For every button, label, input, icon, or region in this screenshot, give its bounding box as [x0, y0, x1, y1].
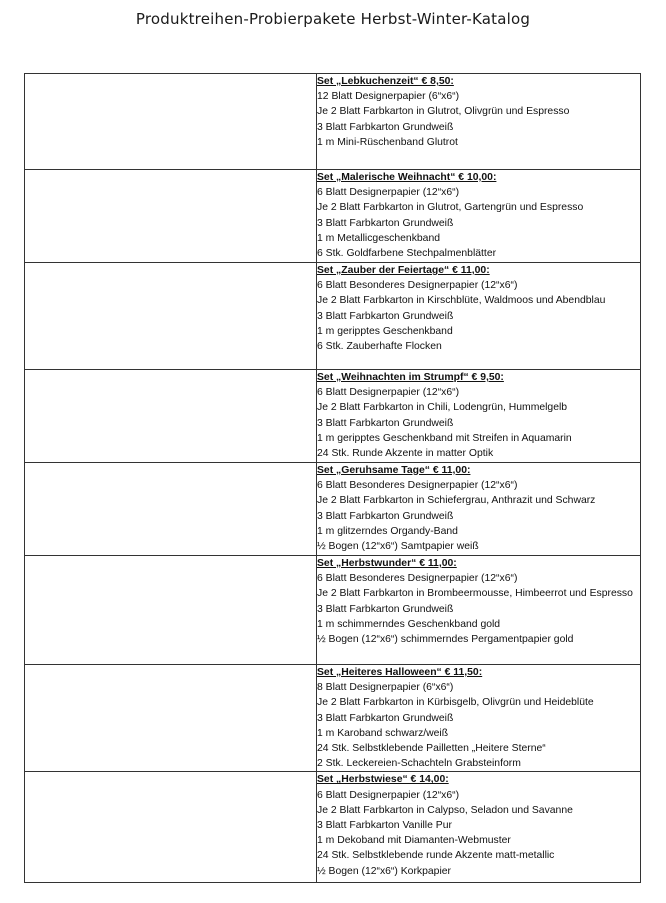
set-item: Je 2 Blatt Farbkarton in Kürbisgelb, Olivgrün und Heideblüte — [317, 697, 594, 709]
set-item: 6 Blatt Designerpapier (12“x6“) — [317, 789, 460, 801]
set-title: Set „Heiteres Halloween“ € 11,50: — [317, 667, 483, 678]
set-item: 1 m Mini-Rüschenband Glutrot — [317, 136, 458, 148]
set-item: Je 2 Blatt Farbkarton in Schiefergrau, Anthrazit und Schwarz — [317, 495, 596, 507]
set-item: 6 Blatt Besonderes Designerpapier (12“x6“) — [317, 573, 518, 585]
set-item: 3 Blatt Farbkarton Grundweiß — [317, 121, 454, 133]
set-item: Je 2 Blatt Farbkarton in Kirschblüte, Waldmoos und Abendblau — [317, 295, 606, 307]
set-item: Je 2 Blatt Farbkarton in Glutrot, Olivgrün und Espresso — [317, 106, 570, 118]
sets-table — [24, 73, 641, 883]
set-image-cell — [25, 170, 317, 263]
page-title: Produktreihen-Probierpakete Herbst-Winter-Katalog — [135, 10, 531, 28]
set-item: 1 m schimmerndes Geschenkband gold — [317, 618, 501, 630]
set-row — [25, 463, 641, 556]
set-row — [25, 263, 641, 370]
set-item: ½ Bogen (12“x6“) Samtpapier weiß — [317, 541, 479, 553]
set-image-cell — [25, 556, 317, 665]
set-item: Je 2 Blatt Farbkarton in Calypso, Seladon und Savanne — [317, 804, 573, 816]
set-row — [25, 74, 641, 170]
set-item: 2 Stk. Leckereien-Schachteln Grabsteinform — [317, 758, 521, 770]
set-description-cell — [317, 772, 641, 883]
set-item: 6 Blatt Designerpapier (12“x6“) — [317, 187, 460, 199]
set-description-cell — [317, 463, 641, 556]
set-image-cell — [25, 74, 317, 170]
set-description-cell — [317, 74, 641, 170]
set-image-cell — [25, 370, 317, 463]
set-item: Je 2 Blatt Farbkarton in Brombeermousse, Himbeerrot und Espresso — [317, 588, 633, 600]
set-title: Set „Malerische Weihnacht“ € 10,00: — [317, 172, 497, 183]
set-title: Set „Lebkuchenzeit“ € 8,50: — [317, 76, 454, 87]
set-description-cell — [317, 556, 641, 665]
set-image-cell — [25, 665, 317, 772]
set-row — [25, 665, 641, 772]
set-item: 3 Blatt Farbkarton Grundweiß — [317, 603, 454, 615]
set-item: 1 m geripptes Geschenkband — [317, 325, 453, 337]
set-item: 3 Blatt Farbkarton Grundweiß — [317, 310, 454, 322]
set-title: Set „Geruhsame Tage“ € 11,00: — [317, 465, 471, 476]
set-item: ½ Bogen (12“x6“) Korkpapier — [317, 865, 451, 877]
set-item: 24 Stk. Runde Akzente in matter Optik — [317, 448, 494, 460]
set-item: Je 2 Blatt Farbkarton in Chili, Lodengrün, Hummelgelb — [317, 402, 568, 414]
set-item: 3 Blatt Farbkarton Vanille Pur — [317, 820, 452, 832]
set-row — [25, 772, 641, 883]
set-item: ½ Bogen (12“x6“) schimmerndes Pergamentpapier gold — [317, 634, 574, 646]
set-row — [25, 370, 641, 463]
set-description-cell — [317, 370, 641, 463]
set-item: 8 Blatt Designerpapier (6“x6“) — [317, 682, 454, 694]
set-item: 3 Blatt Farbkarton Grundweiß — [317, 510, 454, 522]
set-item: 6 Stk. Zauberhafte Flocken — [317, 341, 442, 353]
set-description-cell — [317, 170, 641, 263]
set-title: Set „Zauber der Feiertage“ € 11,00: — [317, 265, 490, 276]
set-item: Je 2 Blatt Farbkarton in Glutrot, Gartengrün und Espresso — [317, 202, 584, 214]
set-title: Set „Herbstwiese“ € 14,00: — [317, 774, 449, 786]
set-item: 6 Blatt Designerpapier (12“x6“) — [317, 387, 460, 399]
set-item: 6 Blatt Besonderes Designerpapier (12“x6“) — [317, 280, 518, 292]
set-item: 1 m Metallicgeschenkband — [317, 232, 441, 244]
set-image-cell — [25, 463, 317, 556]
set-description-cell — [317, 263, 641, 370]
set-item: 3 Blatt Farbkarton Grundweiß — [317, 712, 454, 724]
set-item: 24 Stk. Selbstklebende runde Akzente matt-metallic — [317, 850, 555, 862]
set-item: 1 m geripptes Geschenkband mit Streifen in Aquamarin — [317, 432, 572, 444]
set-item: 1 m Karoband schwarz/weiß — [317, 727, 449, 739]
set-item: 3 Blatt Farbkarton Grundweiß — [317, 417, 454, 429]
set-item: 1 m glitzerndes Organdy-Band — [317, 525, 458, 537]
set-item: 1 m Dekoband mit Diamanten-Webmuster — [317, 835, 511, 847]
set-row — [25, 170, 641, 263]
set-image-cell — [25, 772, 317, 883]
set-row — [25, 556, 641, 665]
set-item: 3 Blatt Farbkarton Grundweiß — [317, 217, 454, 229]
set-image-cell — [25, 263, 317, 370]
set-title: Set „Weihnachten im Strumpf“ € 9,50: — [317, 372, 504, 383]
set-title: Set „Herbstwunder“ € 11,00: — [317, 558, 457, 569]
set-item: 6 Stk. Goldfarbene Stechpalmenblätter — [317, 248, 497, 260]
set-item: 12 Blatt Designerpapier (6“x6“) — [317, 91, 460, 103]
set-item: 6 Blatt Besonderes Designerpapier (12“x6“) — [317, 480, 518, 492]
set-description-cell — [317, 665, 641, 772]
set-item: 24 Stk. Selbstklebende Pailletten „Heitere Sterne“ — [317, 743, 546, 755]
